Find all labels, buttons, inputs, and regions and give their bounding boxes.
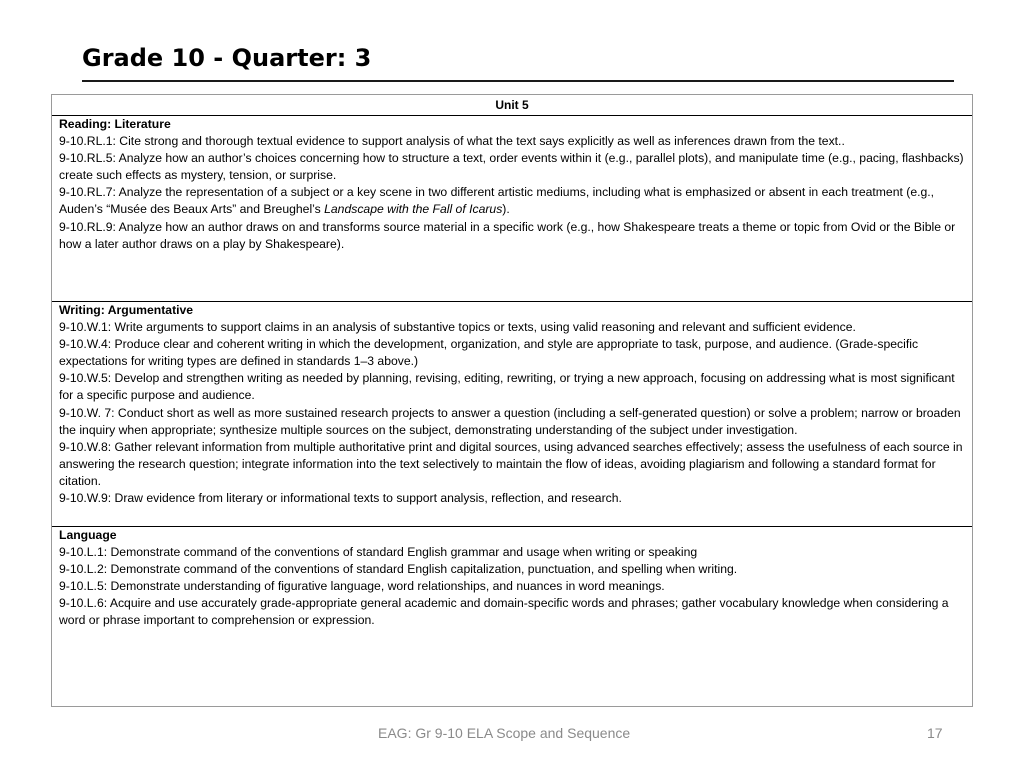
standard-w1: 9-10.W.1: Write arguments to support claims in an analysis of substantive topics or texts, using valid reasoning and relevant and sufficient evidence. <box>59 320 856 335</box>
standard-rl7-end: ). <box>502 202 510 217</box>
standard-l6: 9-10.L.6: Acquire and use accurately grade-appropriate general academic and domain-specific words and phrases; gather vocabulary knowledge when considering a word or phrase important to comprehension or expression. <box>59 596 949 628</box>
standard-l5: 9-10.L.5: Demonstrate understanding of figurative language, word relationships, and nuances in word meanings. <box>59 579 665 594</box>
standard-w8: 9-10.W.8: Gather relevant information from multiple authoritative print and digital sources, using advanced searches effectively; assess the usefulness of each source in answering the research question; integrate information into the text selectively to maintain the flow of ideas, avoiding plagiarism and following a standard format for citation. <box>59 439 963 488</box>
language-section <box>52 526 972 708</box>
footer-text: EAG: Gr 9-10 ELA Scope and Sequence <box>378 725 631 741</box>
unit-table <box>51 94 973 707</box>
standard-l2: 9-10.L.2: Demonstrate command of the conventions of standard English capitalization, punctuation, and spelling when writing. <box>59 562 738 577</box>
standard-l1: 9-10.L.1: Demonstrate command of the conventions of standard English grammar and usage when writing or speaking <box>59 545 698 560</box>
page-number: 17 <box>927 725 943 741</box>
standard-w9: 9-10.W.9: Draw evidence from literary or informational texts to support analysis, reflection, and research. <box>59 491 622 506</box>
reading-heading: Reading: Literature <box>59 117 171 131</box>
standard-rl9: 9-10.RL.9: Analyze how an author draws on and transforms source material in a specific work (e.g., how Shakespeare treats a theme or topic from Ovid or the Bible or how a later author draws on a play by Shakespeare). <box>59 219 956 251</box>
standard-rl7-text: 9-10.RL.7: Analyze the representation of a subject or a key scene in two different artistic mediums, including what is emphasized or absent in each treatment (e.g., Auden’s “Musée des Beaux Arts” and Breughel’s <box>59 185 935 217</box>
standard-w5: 9-10.W.5: Develop and strengthen writing as needed by planning, revising, editing, rewriting, or trying a new approach, focusing on addressing what is most significant for a specific purpose and audience. <box>59 371 955 403</box>
standard-rl1: 9-10.RL.1: Cite strong and thorough textual evidence to support analysis of what the text says explicitly as well as inferences drawn from the text.. <box>59 134 845 149</box>
reading-section <box>52 116 972 301</box>
language-heading: Language <box>59 528 117 542</box>
writing-heading: Writing: Argumentative <box>59 303 194 317</box>
standard-rl7-italic-title: Landscape with the Fall of Icarus <box>324 202 503 217</box>
title-underline <box>82 80 954 82</box>
standard-rl5: 9-10.RL.5: Analyze how an author’s choices concerning how to structure a text, order events within it (e.g., parallel plots), and manipulate time (e.g., pacing, flashbacks) create such effects as mystery, tension, or surprise. <box>59 151 964 183</box>
standard-w7: 9-10.W. 7: Conduct short as well as more sustained research projects to answer a question (including a self-generated question) or solve a problem; narrow or broaden the inquiry when appropriate; synthesize multiple sources on the subject, demonstrating understanding of the subject under investigation. <box>59 405 961 437</box>
page-title: Grade 10 - Quarter: 3 <box>82 44 372 72</box>
writing-section <box>52 301 972 526</box>
standard-w4: 9-10.W.4: Produce clear and coherent writing in which the development, organization, and style are appropriate to task, purpose, and audience. (Grade-specific expectations for writing types are defined in standards 1–3 above.) <box>59 337 919 369</box>
unit-header: Unit 5 <box>52 95 972 116</box>
standard-rl7 <box>59 184 966 218</box>
